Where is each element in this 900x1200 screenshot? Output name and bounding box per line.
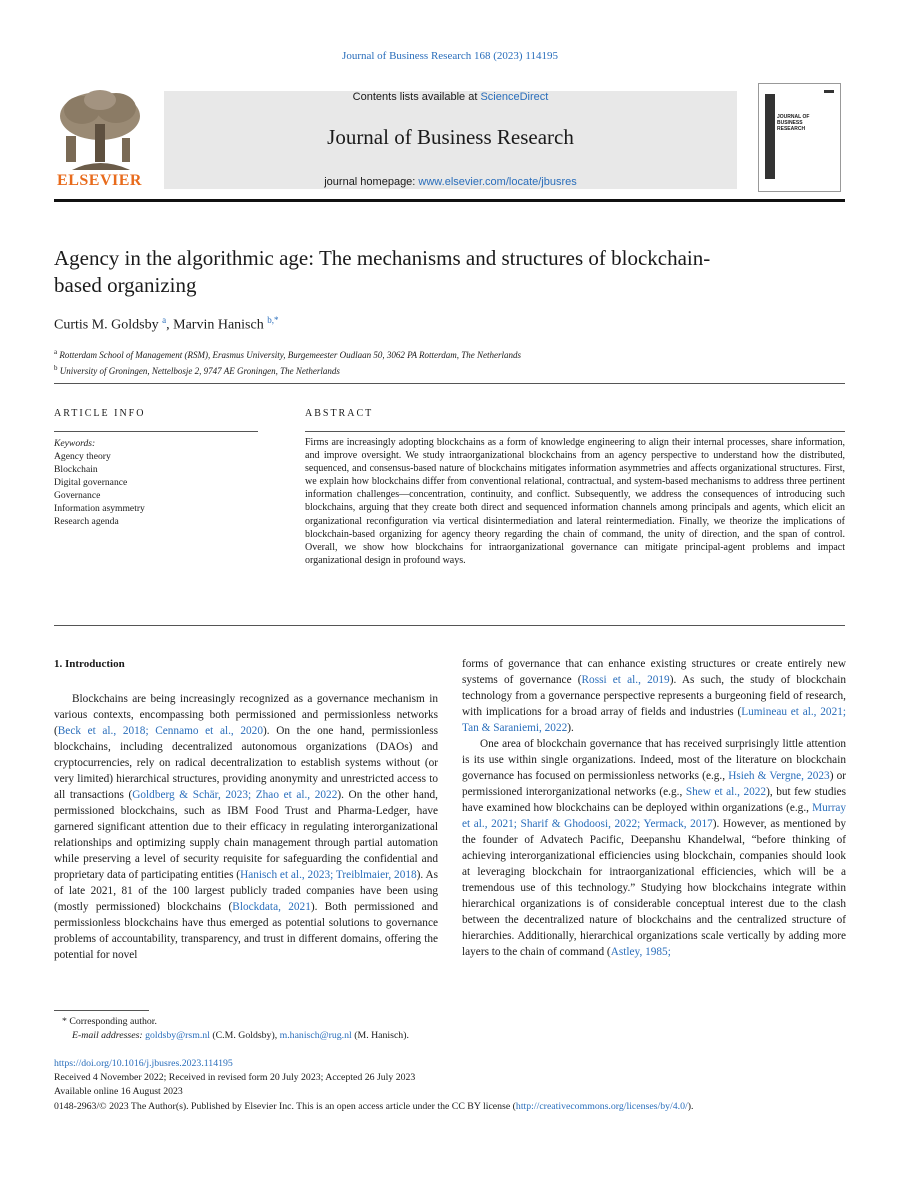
body-column-left (54, 656, 438, 963)
article-metadata (54, 1057, 854, 1114)
available-online: Available online 16 August 2023 (54, 1086, 183, 1098)
abstract-rule (305, 431, 845, 432)
section-heading: 1. Introduction (54, 658, 125, 670)
masthead-rule (54, 199, 845, 202)
citation-link[interactable]: Murray et al., 2021; Sharif & Ghodoosi, 2022; Yermack, 2017 (462, 802, 846, 830)
doi-link[interactable]: https://doi.org/10.1016/j.jbusres.2023.114195 (54, 1058, 233, 1069)
journal-cover-thumbnail (758, 83, 841, 192)
citation-link[interactable]: Shew et al., 2022 (685, 786, 767, 798)
corresponding-author-note: * Corresponding author. (62, 1016, 157, 1027)
citation-link[interactable]: Astley, 1985; (610, 946, 671, 958)
journal-citation[interactable] (0, 50, 900, 62)
license-line: 0148-2963/© 2023 The Author(s). Published by Elsevier Inc. This is an open access article under the CC BY license (http://creativecommons.org/licenses/by/4.0/). (54, 1100, 694, 1112)
keyword-item: Governance (54, 490, 101, 501)
body-paragraph: Blockchains are being increasingly recognized as a governance mechanism in various contexts, encompassing both permissioned and permissionless networks (Beck et al., 2018; Cennamo et al., 2020). On the one hand, permissionless blockchains, including decentralized autonomous organizations (DAOs) and cryptocurrencies, rely on radical decentralization to establish systems without (or very limited) hierarchical structures, providing anonymity and unrestricted access to all transactions (Goldberg & Schär, 2023; Zhao et al., 2022). On the other hand, permissioned blockchains, such as IBM Food Trust and Pharma-Ledger, have garnered significant attention due to their efficacy in regulating interorganizational relationships and optimizing supply chain management through partial automation while preserving a level of security requisite for safeguarding the confidential and proprietary data of participating entities (Hanisch et al., 2023; Treiblmaier, 2018). As of late 2021, 81 of the 100 largest publicly traded companies have been using (mostly permissioned) blockchains (Blockdata, 2021). Both permissioned and permissionless blockchains have thus emerged as potential solutions to governance problems of accountability, transparency, and trust in different domains, offering the potential for novel (54, 693, 439, 961)
citation-link[interactable]: Rossi et al., 2019 (581, 674, 670, 686)
keyword-item: Blockchain (54, 464, 98, 475)
citation-link[interactable]: Blockdata, 2021 (232, 901, 311, 913)
sciencedirect-link[interactable]: ScienceDirect (480, 91, 549, 103)
corresponding-author-marker[interactable]: * (273, 315, 279, 325)
journal-banner (164, 91, 737, 189)
citation-link[interactable]: Beck et al., 2018; Cennamo et al., 2020 (57, 725, 263, 737)
body-column-right (462, 656, 846, 960)
keywords-label: Keywords: (54, 438, 96, 449)
keyword-item: Information asymmetry (54, 503, 145, 514)
email-link[interactable]: goldsby@rsm.nl (145, 1030, 210, 1041)
abstract-heading: ABSTRACT (305, 408, 374, 419)
citation-link[interactable]: Journal of Business Research 168 (2023) 114195 (342, 50, 558, 62)
body-paragraph: forms of governance that can enhance existing structures or create entirely new systems of governance (Rossi et al., 2019). As such, the study of blockchain technology from a governance perspective represents a burgeoning field of research, with implications for a broad array of fields and industries (Lumineau et al., 2021; Tan & Saraniemi, 2022). (462, 658, 847, 734)
paper-title: Agency in the algorithmic age: The mechanisms and structures of blockchain-based organizing (54, 246, 711, 297)
body-paragraph: One area of blockchain governance that has received surprisingly little attention is its use within single organizations. Indeed, most of the literature on blockchain governance has focused on permissionless networks (e.g., Hsieh & Vergne, 2023) or permissioned interorganizational networks (e.g., Shew et al., 2022), but few studies have examined how blockchains can be deployed within organizations (e.g., Murray et al., 2021; Sharif & Ghodoosi, 2022; Yermack, 2017). However, as mentioned by the founder of Advatech Pacific, Deepanshu Khandelwal, “before thinking of achieving interorganizational efficiencies using blockchain, companies should look at leveraging blockchain for intraorganizational efficiencies, which will be a tremendous use of this technology.” Studying how blockchains integrate within hierarchical organizations is of considerable conceptual interest due to the clash between the decentralized nature of blockchains and the centralized structure of hierarchies. Additionally, hierarchical organizations scale vertically by adding more layers to the chain of command (Astley, 1985; (462, 738, 847, 958)
cover-strip (765, 94, 775, 179)
author-name: Marvin Hanisch (173, 317, 264, 333)
abstract-divider (54, 625, 845, 626)
affiliations (54, 346, 521, 378)
publisher-wordmark: ELSEVIER (57, 172, 142, 189)
keywords-block (54, 437, 145, 528)
email-addresses: E-mail addresses: goldsby@rsm.nl (C.M. Goldsby), m.hanisch@rug.nl (M. Hanisch). (72, 1030, 409, 1041)
masthead (52, 78, 847, 193)
abstract-text: Firms are increasingly adopting blockchains as a form of knowledge engineering to align their internal processes, share information, and improve oversight. We study intraorganizational blockchains from an agency perspective to understand how the distributed, sequenced, and consensus-based nature of blockchains mitigates information asymmetries and affects organizational structures. First, we explain how blockchains differ from conventional relational, contractual, and system-based mechanisms to address three pertinent information challenges—concentration, continuity, and conflict. Subsequently, we address the consequences of introducing such blockchains, arguing that they create both direct and sequenced information channels among principals and agents, which elicit an organizational reconfiguration via vertical disintermediation and lateral reintermediation. Finally, we theorize the implications of blockchain-based organizing for agency theory regarding the chain of command, the unity of direction, and the span of control. Overall, we show how blockchains for intraorganizational governance can mitigate principal-agent problems and impact organizational design in profound ways. (305, 437, 845, 566)
keyword-item: Digital governance (54, 477, 128, 488)
homepage-link[interactable]: www.elsevier.com/locate/jbusres (418, 176, 577, 188)
affiliation-marker[interactable]: b,* (267, 315, 279, 325)
author-list: Curtis M. Goldsby $^a$, Marvin Hanisch $^{b,*}$ (54, 315, 279, 333)
affiliation-a: $^a$ Rotterdam School of Management (RSM), Erasmus University, Burgemeester Oudlaan 50, 3062 PA Rotterdam, The Netherlands (54, 348, 521, 360)
journal-title: Journal of Business Research (327, 125, 574, 149)
citation-link[interactable]: Hsieh & Vergne, 2023 (728, 770, 830, 782)
affiliation-b: $^b$ University of Groningen, Nettelbosje 2, 9747 AE Groningen, The Netherlands (54, 364, 340, 376)
email-link[interactable]: m.hanisch@rug.nl (279, 1030, 352, 1041)
cover-mark (824, 90, 834, 93)
citation-link[interactable]: Lumineau et al., 2021; Tan & Saraniemi, 2022 (462, 706, 847, 734)
homepage-line: journal homepage: www.elsevier.com/locate/jbusres (324, 176, 577, 188)
received-dates: Received 4 November 2022; Received in revised form 20 July 2023; Accepted 26 July 2023 (54, 1072, 416, 1084)
keyword-item: Research agenda (54, 516, 119, 527)
citation-link[interactable]: Hanisch et al., 2023; Treiblmaier, 2018 (240, 869, 417, 881)
footnote-rule (54, 1010, 149, 1011)
license-link[interactable]: http://creativecommons.org/licenses/by/4.0/ (515, 1100, 688, 1112)
cover-title: JOURNAL OF BUSINESS RESEARCH (777, 114, 810, 132)
citation-link[interactable]: Goldberg & Schär, 2023; Zhao et al., 2022 (132, 789, 338, 801)
article-info-heading: ARTICLE INFO (54, 408, 146, 419)
article-info-rule (54, 431, 258, 432)
author-name: Curtis M. Goldsby (54, 317, 159, 333)
keyword-item: Agency theory (54, 451, 111, 462)
contents-line: Contents lists available at ScienceDirect (352, 91, 549, 103)
header-divider (54, 383, 845, 384)
footnotes (54, 1015, 854, 1043)
affiliation-marker[interactable]: a (162, 315, 167, 325)
